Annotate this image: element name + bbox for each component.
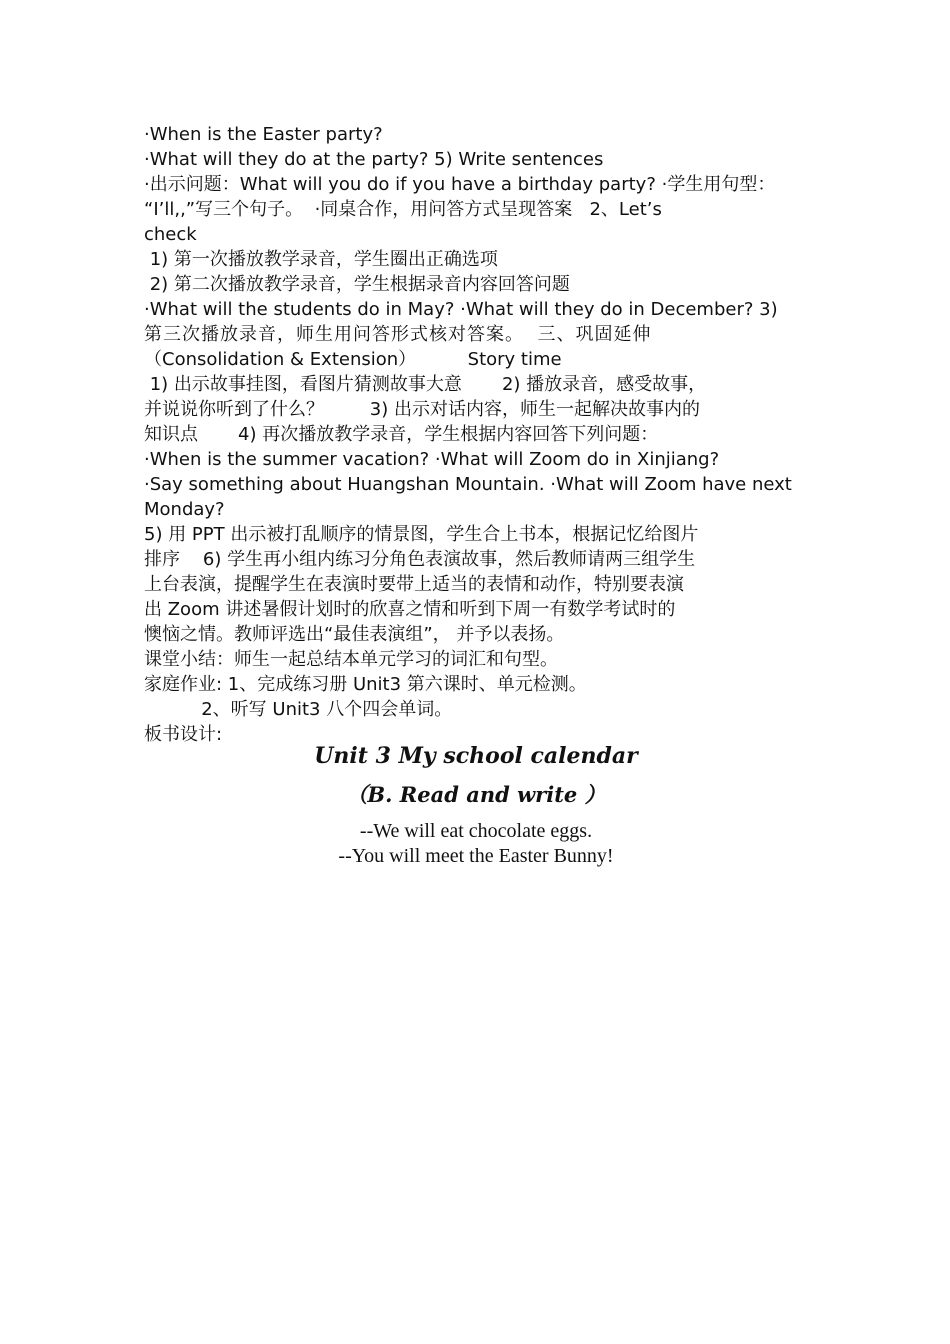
text-line: （Consolidation & Extension） Story time — [144, 349, 562, 370]
text-line: 第三次播放录音，师生用问答形式核对答案。 三、巩固延伸 — [144, 324, 652, 345]
text-line: ·What will they do at the party? 5) Write sentences — [144, 149, 604, 170]
text-line: ·When is the summer vacation? ·What will Zoom do in Xinjiang? — [144, 449, 720, 470]
text-line: ·When is the Easter party? — [144, 124, 383, 145]
board-subtitle: （B. Read and write ） — [346, 782, 606, 807]
text-line: ·出示问题：What will you do if you have a birthday party? ·学生用句型： — [144, 174, 776, 195]
text-line: 1) 出示故事挂图，看图片猜测故事大意 2) 播放录音，感受故事， — [144, 374, 707, 395]
text-line: 排序 6) 学生再小组内练习分角色表演故事，然后教师请两三组学生 — [144, 549, 696, 570]
text-line: ·What will the students do in May? ·What will they do in December? 3) — [144, 299, 778, 320]
board-sentence: --We will eat chocolate eggs. — [359, 820, 593, 842]
text-line: Monday? — [144, 499, 225, 520]
text-line: 出 Zoom 讲述暑假计划时的欣喜之情和听到下周一有数学考试时的 — [144, 599, 676, 620]
lesson-plan-body — [144, 122, 808, 747]
board-sentence: --You will meet the Easter Bunny! — [338, 845, 614, 867]
text-line: 1) 第一次播放教学录音，学生圈出正确选项 — [144, 249, 498, 270]
text-line: 5) 用 PPT 出示被打乱顺序的情景图，学生合上书本，根据记忆给图片 — [144, 524, 699, 545]
blackboard-design — [144, 738, 808, 869]
text-line: 课堂小结：师生一起总结本单元学习的词汇和句型。 — [144, 649, 558, 670]
text-line: “I’ll,,”写三个句子。 ·同桌合作，用问答方式呈现答案 2、Let’s — [144, 199, 662, 220]
text-line: check — [144, 224, 197, 245]
text-line: 并说说你听到了什么？ 3) 出示对话内容，师生一起解决故事内的 — [144, 399, 700, 420]
text-line: 上台表演，提醒学生在表演时要带上适当的表情和动作，特别要表演 — [144, 574, 684, 595]
text-line: 家庭作业: 1、完成练习册 Unit3 第六课时、单元检测。 — [144, 674, 587, 695]
text-line: 2、听写 Unit3 八个四会单词。 — [144, 699, 453, 720]
board-title: Unit 3 My school calendar — [314, 743, 638, 769]
text-line: 懊恼之情。教师评选出“最佳表演组”， 并予以表扬。 — [144, 624, 565, 645]
text-line: 板书设计: — [144, 724, 223, 745]
text-line: ·Say something about Huangshan Mountain. ·What will Zoom have next — [144, 474, 792, 495]
text-line: 2) 第二次播放教学录音，学生根据录音内容回答问题 — [144, 274, 570, 295]
text-line: 知识点 4) 再次播放教学录音，学生根据内容回答下列问题： — [144, 424, 659, 445]
